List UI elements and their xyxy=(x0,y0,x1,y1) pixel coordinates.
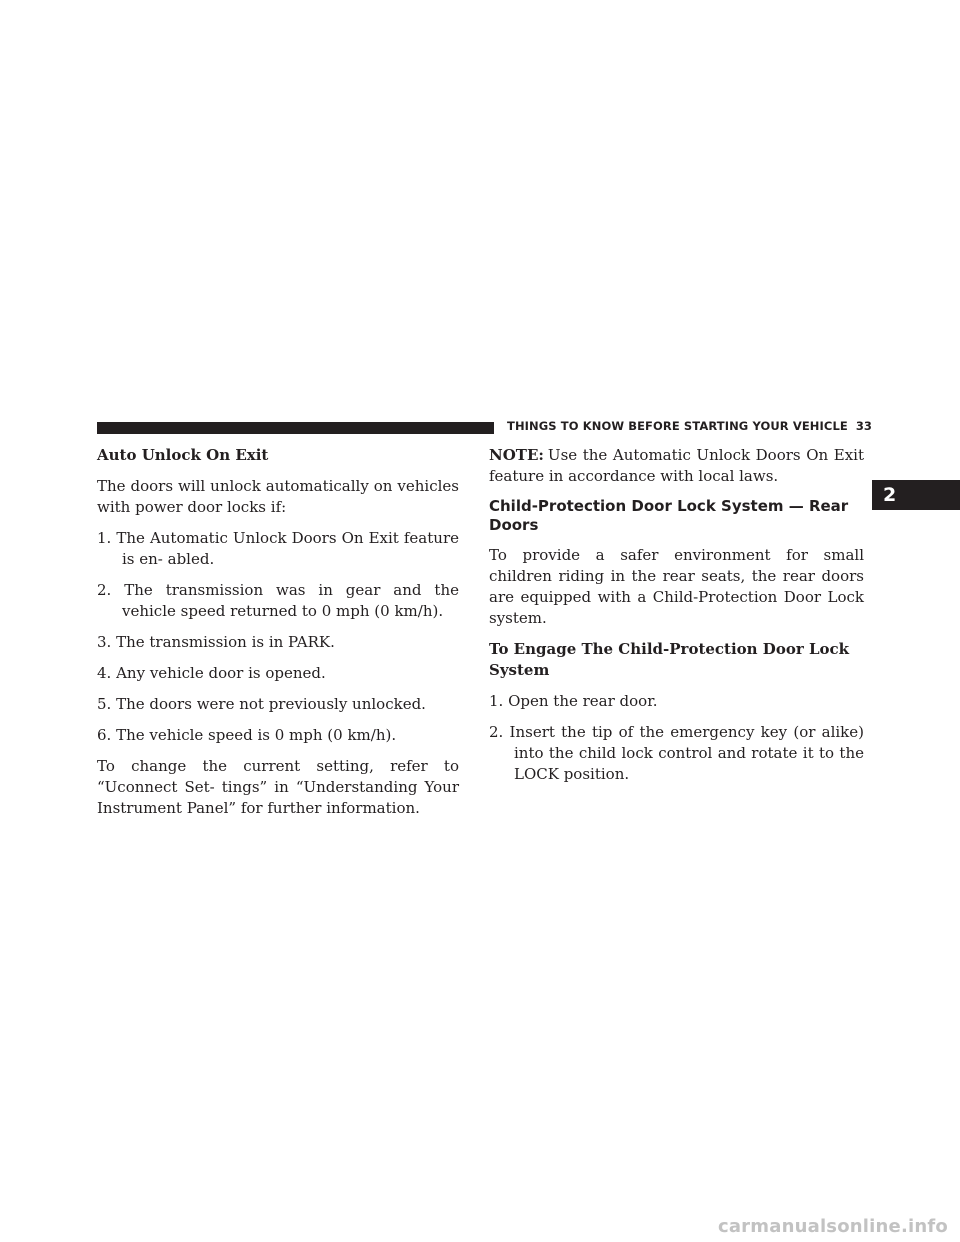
note-paragraph xyxy=(489,445,864,487)
watermark: carmanualsonline.info xyxy=(717,1216,948,1237)
intro-paragraph: The doors will unlock automatically on vehicles with power door locks if: xyxy=(97,477,459,516)
list-item: 4. Any vehicle door is opened. xyxy=(97,664,326,682)
section-title: THINGS TO KNOW BEFORE STARTING YOUR VEHICLE xyxy=(507,419,848,433)
heading-child-protection: Child-Protection Door Lock System — Rear Doors xyxy=(489,497,849,534)
list-item: 5. The doors were not previously unlocked. xyxy=(97,695,426,713)
right-column xyxy=(489,445,864,795)
settings-reference-paragraph: To change the current setting, refer to “Uconnect Set- tings” in “Understanding Your Instrument Panel” for further information. xyxy=(97,757,459,817)
list-item: 2. The transmission was in gear and the vehicle speed returned to 0 mph (0 km/h). xyxy=(97,581,459,620)
page-number: 33 xyxy=(855,419,873,433)
left-column xyxy=(97,445,459,829)
running-header xyxy=(507,419,873,433)
engage-steps-list xyxy=(489,691,864,785)
chapter-tab: 2 xyxy=(872,480,960,510)
conditions-list xyxy=(97,528,459,746)
note-label: NOTE: xyxy=(489,446,544,464)
header-rule xyxy=(97,422,494,434)
list-item: 3. The transmission is in PARK. xyxy=(97,633,335,651)
note-text: Use the Automatic Unlock Doors On Exit feature in accordance with local laws. xyxy=(489,446,864,485)
list-item: 1. Open the rear door. xyxy=(489,692,658,710)
list-item: 2. Insert the tip of the emergency key (or alike) into the child lock control and rotate it to the LOCK position. xyxy=(489,723,864,783)
list-item: 1. The Automatic Unlock Doors On Exit feature is en- abled. xyxy=(97,529,459,568)
subheading-engage: To Engage The Child-Protection Door Lock System xyxy=(489,640,850,679)
child-protection-intro: To provide a safer environment for small children riding in the rear seats, the rear doors are equipped with a Child-Protection Door Lock system. xyxy=(489,546,864,627)
list-item: 6. The vehicle speed is 0 mph (0 km/h). xyxy=(97,726,397,744)
heading-auto-unlock: Auto Unlock On Exit xyxy=(97,446,269,464)
